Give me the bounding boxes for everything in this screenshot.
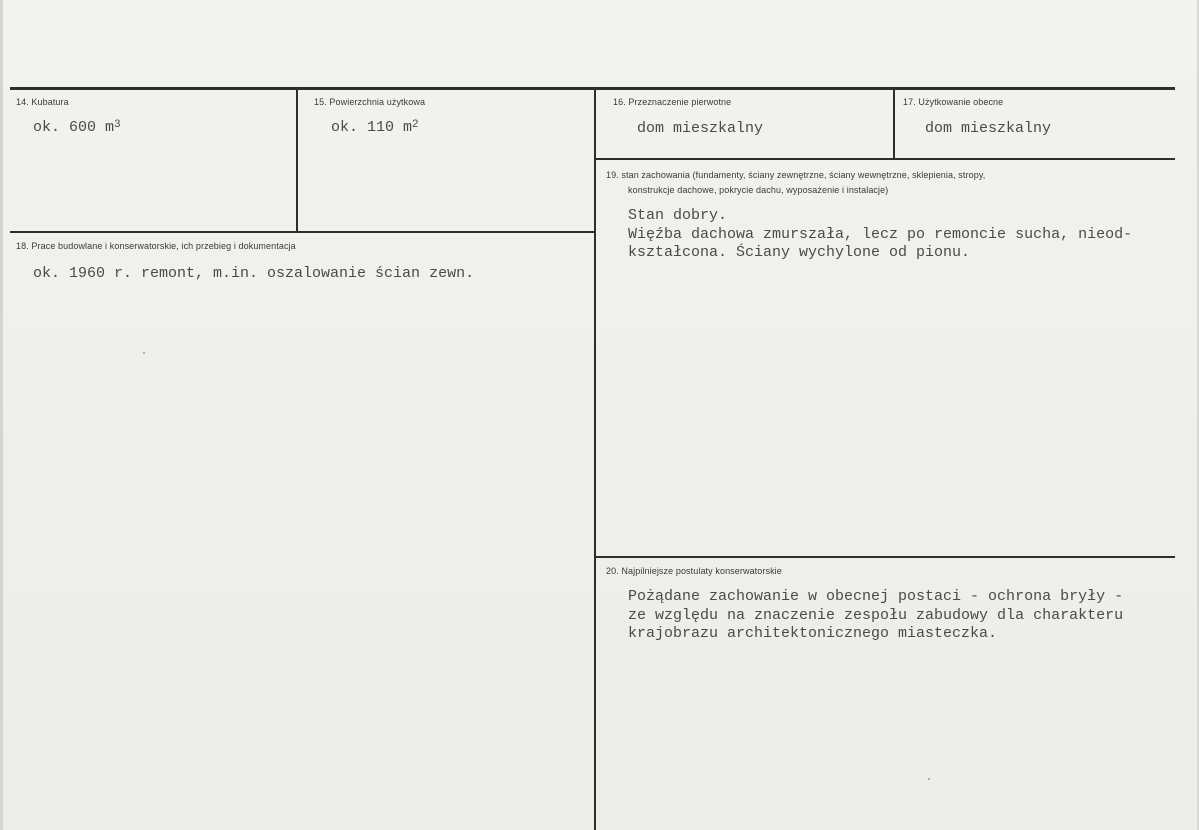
field-20-line-2: ze względu na znaczenie zespołu zabudowy dla charakteru (628, 607, 1124, 624)
card-left-edge (0, 0, 3, 830)
rule-above-19 (595, 158, 1175, 160)
field-18-line-1: ok. 1960 r. remont, m.in. oszalowanie ścian zewn. (33, 265, 475, 282)
field-20-line-3: krajobrazu architektonicznego miasteczka. (628, 625, 998, 642)
paper-speck (143, 352, 145, 354)
paper-speck (928, 778, 930, 780)
field-14-value (33, 118, 121, 138)
field-19-line-1: Stan dobry. (628, 207, 728, 224)
field-19-line-3: kształcona. Ściany wychylone od pionu. (628, 244, 971, 261)
field-15-label: 15. Powierzchnia użytkowa (314, 97, 426, 107)
rule-above-20 (595, 556, 1175, 558)
field-17-label: 17. Użytkowanie obecne (903, 97, 1004, 107)
field-14-value-text: ok. 600 m (33, 119, 115, 136)
field-19-label-line-2: konstrukcje dachowe, pokrycie dachu, wyposażenie i instalacje) (628, 185, 889, 195)
rule-above-18 (10, 231, 596, 233)
field-16-label: 16. Przeznaczenie pierwotne (613, 97, 732, 107)
field-17-value: dom mieszkalny (925, 120, 1052, 137)
field-18-label: 18. Prace budowlane i konserwatorskie, ich przebieg i dokumentacja (16, 241, 296, 251)
field-16-value: dom mieszkalny (637, 120, 764, 137)
field-15-value (331, 118, 419, 138)
field-14-label: 14. Kubatura (16, 97, 69, 107)
divider-left-right (594, 89, 596, 830)
field-20-label: 20. Najpilniejsze postulaty konserwatorskie (606, 566, 782, 576)
field-19-line-2: Więźba dachowa zmurszała, lecz po remoncie sucha, nieod- (628, 226, 1133, 243)
field-15-value-text: ok. 110 m (331, 119, 413, 136)
top-rule (10, 87, 1175, 90)
field-14-value-exponent: 3 (114, 119, 121, 131)
field-20-line-1: Pożądane zachowanie w obecnej postaci - ochrona bryły - (628, 588, 1124, 605)
divider-16-17 (893, 89, 895, 159)
field-19-label-line-1: 19. stan zachowania (fundamenty, ściany zewnętrzne, ściany wewnętrzne, sklepienia, stropy, (606, 170, 986, 180)
divider-14-15 (296, 89, 298, 232)
field-15-value-exponent: 2 (412, 119, 419, 131)
